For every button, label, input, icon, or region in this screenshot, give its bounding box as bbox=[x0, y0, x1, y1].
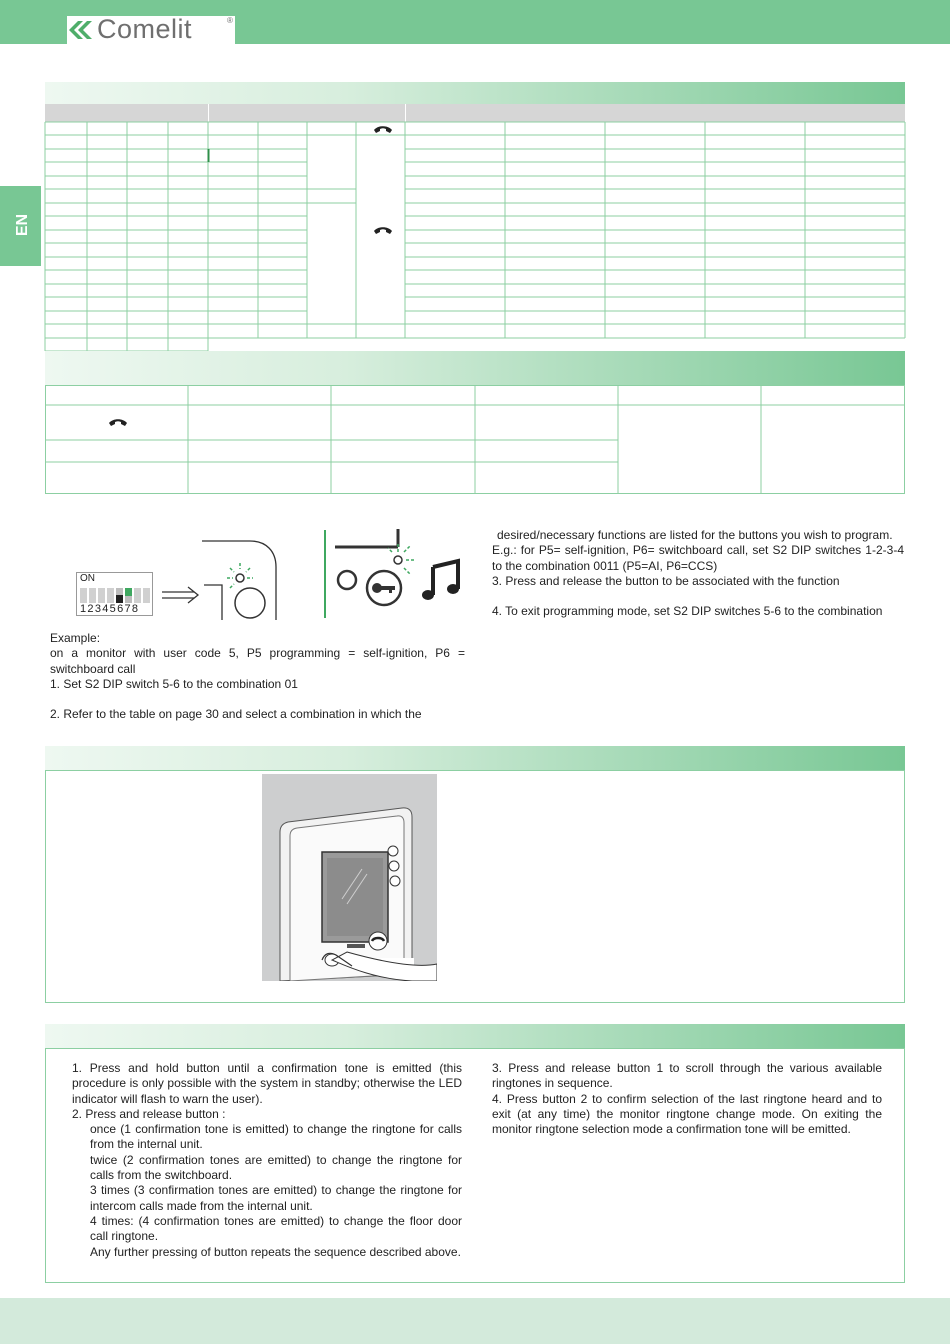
music-note-icon bbox=[422, 561, 459, 600]
example-description: on a monitor with user code 5, P5 programming = self-ignition, P6 = switchboard call bbox=[50, 646, 465, 676]
step-1: 1. Set S2 DIP switch 5-6 to the combination 01 bbox=[50, 676, 298, 691]
example-eg: E.g.: for P5= self-ignition, P6= switchboard call, set S2 DIP switches 1-2-3-4 to the combination 0011 (P5=AI, P6=CCS) bbox=[492, 543, 904, 573]
ringtone-step-4: 4. Press button 2 to confirm selection of the last ringtone heard and to exit (at any time) the monitor ringtone change mode. On exiting the monitor ringtone selection mode a confirmation tone will be emitted. bbox=[492, 1091, 882, 1137]
monitor-section-title-bar bbox=[45, 746, 905, 770]
handset-icon bbox=[109, 419, 127, 426]
step-3: 3. Press and release the button to be associated with the function bbox=[492, 573, 840, 588]
dip-switch-block bbox=[76, 572, 153, 616]
key-icon bbox=[367, 571, 401, 605]
dip-switches bbox=[80, 586, 152, 604]
step-4: 4. To exit programming mode, set S2 DIP switches 5-6 to the combination bbox=[492, 604, 883, 619]
ringtone-step-1: 1. Press and hold button until a confirmation tone is emitted (this procedure is only possible with the system in standby; otherwise the LED indicator will flash to warn the user). bbox=[72, 1061, 462, 1106]
monitor-photo bbox=[262, 774, 437, 981]
dip-numbers: 12345678 bbox=[80, 603, 140, 615]
monitor-corner-illustration bbox=[200, 535, 280, 625]
buttons-illustration bbox=[330, 525, 470, 615]
ringtone-steps-left bbox=[72, 1061, 462, 1260]
monitor-section-box bbox=[45, 770, 905, 1003]
ringtone-bullet-2: twice (2 confirmation tones are emitted) to change the ringtone for calls from the switchboard. bbox=[90, 1152, 462, 1183]
example-text-block bbox=[50, 631, 465, 722]
step-2-continued: desired/necessary functions are listed for the buttons you wish to program. bbox=[497, 528, 893, 542]
example-label: Example: bbox=[50, 631, 101, 645]
step-2: 2. Refer to the table on page 30 and select a combination in which the bbox=[50, 707, 422, 722]
brand-name: Comelit bbox=[97, 14, 193, 44]
registered-mark: ® bbox=[227, 16, 233, 25]
programming-steps-right bbox=[492, 528, 904, 619]
ringtone-step-2: 2. Press and release button : bbox=[72, 1106, 226, 1121]
ringtone-step-3: 3. Press and release button 1 to scroll through the various available ringtones in sequence. bbox=[492, 1061, 882, 1091]
dip-on-label: ON bbox=[80, 573, 95, 584]
ringtone-bullet-5: Any further pressing of button repeats the sequence described above. bbox=[90, 1244, 461, 1259]
second-table bbox=[0, 0, 950, 500]
ringtone-bullet-3: 3 times (3 confirmation tones are emitted) to change the ringtone for intercom calls made from the internal unit. bbox=[90, 1183, 462, 1213]
led-icon bbox=[394, 556, 402, 564]
footer-bar bbox=[0, 1298, 950, 1344]
ringtone-section-title-bar bbox=[45, 1024, 905, 1048]
language-label: EN bbox=[14, 213, 32, 237]
illustration-divider bbox=[324, 530, 326, 618]
ringtone-bullet-4: 4 times: (4 confirmation tones are emitted) to change the floor door call ringtone. bbox=[90, 1213, 462, 1244]
ringtone-steps-right bbox=[492, 1061, 882, 1137]
ringtone-bullet-1: once (1 confirmation tone is emitted) to change the ringtone for calls from the internal unit. bbox=[90, 1122, 462, 1152]
monitor-illustration bbox=[262, 774, 437, 981]
arrow-icon bbox=[160, 585, 202, 605]
